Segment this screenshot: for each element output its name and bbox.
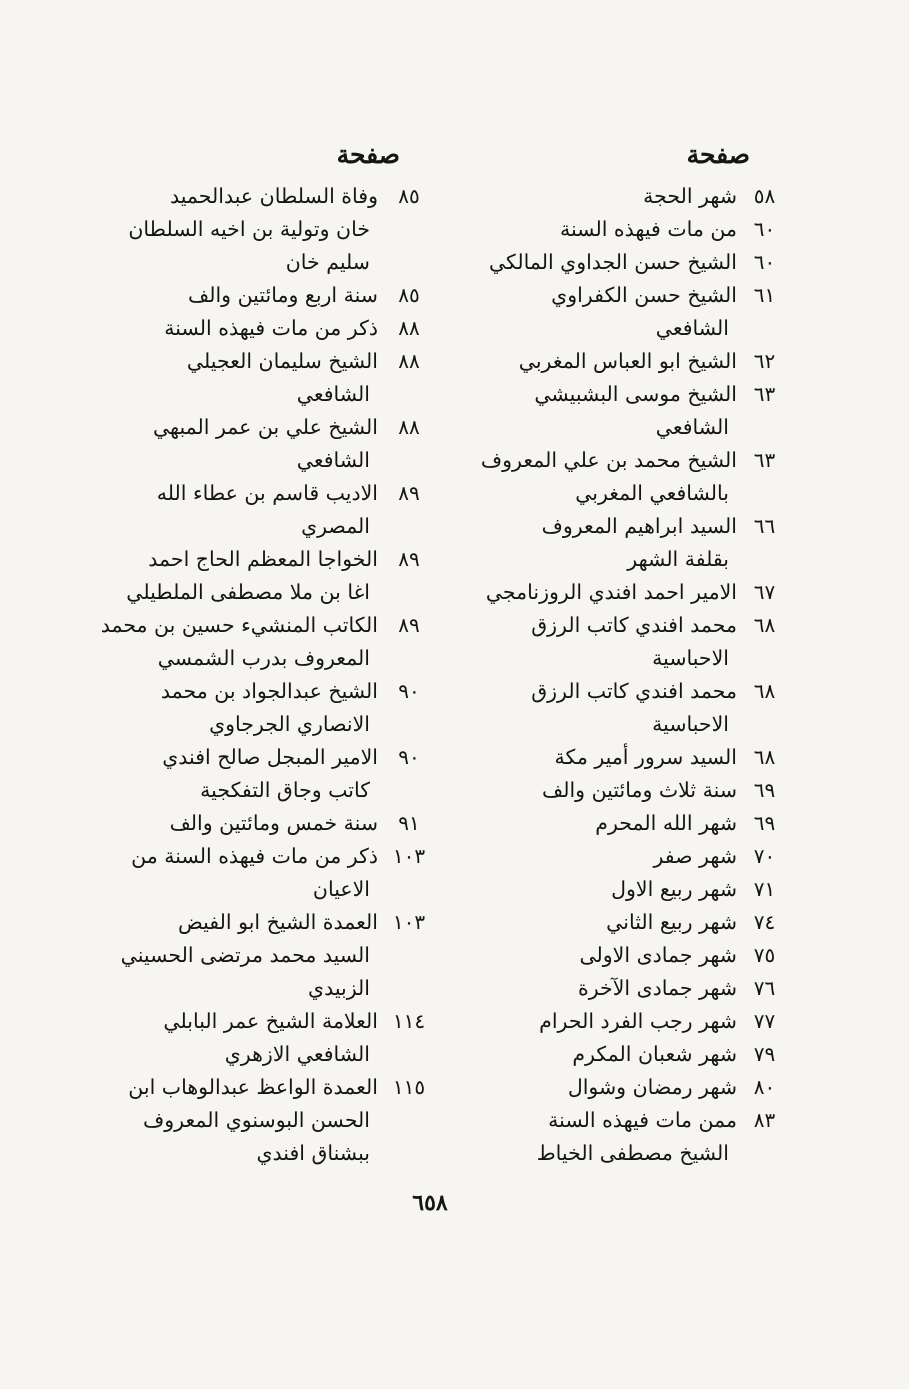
- entry-title: [420, 807, 737, 840]
- index-entry: [420, 774, 792, 807]
- entry-title-line: شهر جمادى الاولى: [579, 943, 737, 967]
- index-entry: [80, 741, 440, 807]
- entry-title-line: الشيخ حسن الكفراوي: [551, 283, 737, 307]
- entry-title-line: محمد افندي كاتب الرزق: [531, 613, 737, 637]
- entry-title-line: السيد محمد مرتضى الحسيني: [120, 943, 370, 967]
- entry-page-number: ٨٥: [398, 184, 420, 208]
- entry-title-line: الشيخ حسن الجداوي المالكي: [488, 250, 737, 274]
- entry-title: [80, 477, 378, 543]
- entry-title-line: الخواجا المعظم الحاج احمد: [148, 547, 378, 571]
- entry-page-number: ٧٥: [753, 943, 776, 967]
- entry-page-number: ٩٠: [398, 745, 420, 769]
- entry-title-line: بالشافعي المغربي: [575, 481, 729, 505]
- entry-title-line: الشيخ عبدالجواد بن محمد: [160, 679, 378, 703]
- entry-title-line: الشافعي: [296, 448, 370, 472]
- index-entry: [80, 609, 440, 675]
- entry-page-number: ٨٨: [398, 349, 420, 373]
- entry-title: [420, 774, 737, 807]
- entry-title-line: شهر رمضان وشوال: [567, 1075, 737, 1099]
- index-entry: [420, 1005, 792, 1038]
- index-entry: [420, 180, 792, 213]
- entry-title-line: شهر الله المحرم: [595, 811, 737, 835]
- index-entry: [80, 477, 440, 543]
- entry-page-number: ٦٠: [753, 217, 776, 241]
- index-entry: [420, 906, 792, 939]
- entry-title-line: بقلفة الشهر: [627, 547, 729, 571]
- index-entry: [420, 972, 792, 1005]
- entry-title-line: السيد سرور أمير مكة: [554, 745, 737, 769]
- entry-title-line: شهر جمادى الآخرة: [577, 976, 737, 1000]
- entry-page-number: ٦٨: [753, 613, 776, 637]
- entry-title-line: الحسن البوسنوي المعروف: [143, 1108, 370, 1132]
- entry-page-number: ٧٠: [753, 844, 776, 868]
- entry-title-line: شهر ربيع الاول: [611, 877, 737, 901]
- entry-title: [420, 180, 737, 213]
- entry-page-number: ٧١: [753, 877, 776, 901]
- entry-list: [80, 180, 440, 1170]
- entry-title-line: شهر الحجة: [643, 184, 737, 208]
- entry-title: [420, 840, 737, 873]
- index-entry: [420, 609, 792, 675]
- page-column-header: صفحة: [336, 140, 400, 169]
- entry-page-number: ١٠٣: [392, 844, 426, 868]
- entry-title: [420, 345, 737, 378]
- entry-title: [80, 906, 378, 1005]
- entry-title: [80, 807, 378, 840]
- entry-title-line: الشيخ مصطفى الخياط: [536, 1141, 729, 1165]
- entry-title: [80, 180, 378, 279]
- entry-page-number: ٨٨: [398, 316, 420, 340]
- entry-page-number: ٧٩: [753, 1042, 776, 1066]
- index-entry: [80, 840, 440, 906]
- entry-title-line: المصري: [301, 514, 370, 538]
- index-entry: [420, 1104, 792, 1170]
- page-column-header: صفحة: [686, 140, 750, 169]
- entry-title-line: اغا بن ملا مصطفى الملطيلي: [126, 580, 370, 604]
- entry-title: [420, 576, 737, 609]
- entry-title: [80, 1071, 378, 1170]
- entry-title-line: سنة ثلاث ومائتين والف: [541, 778, 737, 802]
- entry-title-line: الانصاري الجرجاوي: [209, 712, 370, 736]
- entry-title: [420, 1071, 737, 1104]
- entry-title-line: سنة اربع ومائتين والف: [188, 283, 378, 307]
- entry-title-line: ذكر من مات فيهذه السنة: [164, 316, 378, 340]
- index-entry: [420, 279, 792, 345]
- entry-title-line: وفاة السلطان عبدالحميد: [169, 184, 378, 208]
- entry-title: [420, 444, 737, 510]
- entry-title-line: الكاتب المنشيء حسين بن محمد: [100, 613, 378, 637]
- entry-title-line: شهر صفر: [653, 844, 737, 868]
- index-entry: [80, 279, 440, 312]
- entry-page-number: ٨٥: [398, 283, 420, 307]
- entry-title-line: ممن مات فيهذه السنة: [548, 1108, 737, 1132]
- entry-title-line: من مات فيهذه السنة: [559, 217, 737, 241]
- entry-title: [420, 1005, 737, 1038]
- entry-title: [420, 939, 737, 972]
- entry-title: [420, 906, 737, 939]
- entry-title: [420, 972, 737, 1005]
- entry-title-line: الاديب قاسم بن عطاء الله: [156, 481, 378, 505]
- entry-page-number: ٨٩: [398, 613, 420, 637]
- entry-title-line: الاحباسية: [652, 712, 729, 736]
- entry-title-line: الاحباسية: [652, 646, 729, 670]
- index-entry: [420, 1038, 792, 1071]
- entry-title-line: شهر ربيع الثاني: [606, 910, 737, 934]
- entry-title: [80, 279, 378, 312]
- entry-title: [420, 873, 737, 906]
- entry-title: [420, 741, 737, 774]
- index-entry: [80, 345, 440, 411]
- index-entry: [420, 840, 792, 873]
- entry-title: [420, 675, 737, 741]
- entry-title-line: العلامة الشيخ عمر البابلي: [163, 1009, 378, 1033]
- entry-page-number: ٧٤: [753, 910, 776, 934]
- entry-page-number: ١١٤: [392, 1009, 426, 1033]
- entry-title-line: الشيخ سليمان العجيلي: [186, 349, 378, 373]
- entry-title-line: ببشناق افندي: [256, 1141, 370, 1165]
- entry-title-line: الامير احمد افندي الروزنامجي: [485, 580, 737, 604]
- entry-title-line: الشيخ موسى البشبيشي: [534, 382, 737, 406]
- entry-title: [420, 246, 737, 279]
- index-entry: [80, 411, 440, 477]
- entry-title: [80, 609, 378, 675]
- entry-title-line: الشافعي: [655, 415, 729, 439]
- entry-page-number: ٦٩: [753, 811, 776, 835]
- entry-title-line: العمدة الشيخ ابو الفيض: [178, 910, 378, 934]
- index-entry: [80, 906, 440, 1005]
- entry-title-line: ذكر من مات فيهذه السنة من: [131, 844, 378, 868]
- entry-title-line: شهر شعبان المكرم: [572, 1042, 737, 1066]
- entry-title: [80, 840, 378, 906]
- entry-page-number: ٨٩: [398, 481, 420, 505]
- entry-page-number: ٧٦: [753, 976, 776, 1000]
- entry-title-line: الشيخ ابو العباس المغربي: [518, 349, 737, 373]
- index-entry: [80, 1071, 440, 1170]
- entry-title-line: الشافعي: [655, 316, 729, 340]
- index-entry: [420, 444, 792, 510]
- entry-page-number: ٥٨: [753, 184, 776, 208]
- entry-title-line: السيد ابراهيم المعروف: [541, 514, 737, 538]
- entry-title-line: شهر رجب الفرد الحرام: [539, 1009, 737, 1033]
- entry-title: [80, 345, 378, 411]
- index-entry: [80, 1005, 440, 1071]
- index-entry: [420, 675, 792, 741]
- entry-page-number: ٦٣: [753, 382, 776, 406]
- index-entry: [420, 873, 792, 906]
- entry-title: [80, 543, 378, 609]
- entry-title-line: الشافعي: [296, 382, 370, 406]
- index-entry: [420, 213, 792, 246]
- index-entry: [80, 180, 440, 279]
- entry-page-number: ٦١: [753, 283, 776, 307]
- entry-title-line: الشيخ محمد بن علي المعروف: [480, 448, 737, 472]
- entry-page-number: ٦٣: [753, 448, 776, 472]
- entry-title-line: العمدة الواعظ عبدالوهاب ابن: [128, 1075, 378, 1099]
- entry-page-number: ٦٨: [753, 745, 776, 769]
- entry-title-line: سنة خمس ومائتين والف: [169, 811, 378, 835]
- index-entry: [80, 675, 440, 741]
- entry-page-number: ٧٧: [753, 1009, 776, 1033]
- entry-page-number: ٦٢: [753, 349, 776, 373]
- entry-title: [80, 675, 378, 741]
- entry-page-number: ٨٨: [398, 415, 420, 439]
- entry-page-number: ٨٩: [398, 547, 420, 571]
- entry-title-line: الشافعي الازهري: [224, 1042, 370, 1066]
- entry-title-line: الزبيدي: [308, 976, 370, 1000]
- entry-page-number: ٨٠: [753, 1075, 776, 1099]
- index-entry: [80, 807, 440, 840]
- index-entry: [420, 741, 792, 774]
- entry-title-line: خان وتولية بن اخيه السلطان: [128, 217, 370, 241]
- entry-title-line: المعروف بدرب الشمسي: [157, 646, 370, 670]
- entry-title: [420, 1038, 737, 1071]
- page-number: ٦٥٨: [412, 1190, 448, 1216]
- index-entry: [80, 312, 440, 345]
- entry-title: [420, 213, 737, 246]
- entry-title-line: الاعيان: [312, 877, 370, 901]
- entry-title-line: محمد افندي كاتب الرزق: [531, 679, 737, 703]
- entry-title-line: كاتب وجاق التفكجية: [200, 778, 370, 802]
- index-entry: [420, 378, 792, 444]
- entry-title: [80, 1005, 378, 1071]
- entry-page-number: ٦٠: [753, 250, 776, 274]
- entry-page-number: ٩٠: [398, 679, 420, 703]
- entry-page-number: ٦٦: [753, 514, 776, 538]
- entry-title: [80, 411, 378, 477]
- index-entry: [420, 246, 792, 279]
- entry-page-number: ٦٩: [753, 778, 776, 802]
- entry-title: [420, 1104, 737, 1170]
- entry-title: [80, 741, 378, 807]
- index-entry: [420, 939, 792, 972]
- entry-page-number: ٩١: [398, 811, 420, 835]
- entry-title: [80, 312, 378, 345]
- index-entry: [420, 576, 792, 609]
- entry-title-line: الامير المبجل صالح افندي: [162, 745, 378, 769]
- index-entry: [420, 807, 792, 840]
- entry-page-number: ٦٨: [753, 679, 776, 703]
- entry-page-number: ١١٥: [392, 1075, 426, 1099]
- entry-title: [420, 510, 737, 576]
- entry-page-number: ١٠٣: [392, 910, 426, 934]
- index-entry: [80, 543, 440, 609]
- index-entry: [420, 510, 792, 576]
- index-entry: [420, 1071, 792, 1104]
- entry-title: [420, 378, 737, 444]
- entry-title: [420, 279, 737, 345]
- entry-page-number: ٦٧: [753, 580, 776, 604]
- entry-title-line: الشيخ علي بن عمر المبهي: [152, 415, 378, 439]
- index-entry: [420, 345, 792, 378]
- entry-page-number: ٨٣: [753, 1108, 776, 1132]
- entry-list: [420, 180, 792, 1170]
- entry-title-line: سليم خان: [285, 250, 370, 274]
- entry-title: [420, 609, 737, 675]
